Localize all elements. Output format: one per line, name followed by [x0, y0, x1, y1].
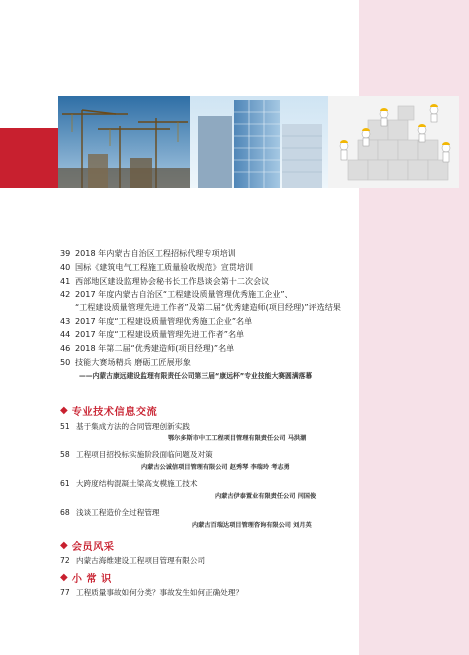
toc-title: 2017 年度“工程建设质量管理先进工作者”名单 [75, 329, 245, 340]
toc-title: 基于集成方法的合同管理创新实践 [76, 422, 190, 431]
toc-author: 内蒙古伊泰置业有限责任公司 闫国俊 [215, 493, 317, 500]
toc-news-list [60, 248, 360, 385]
toc-title: 西部地区建设监理协会秘书长工作恳谈会第十二次会议 [75, 275, 270, 286]
toc-subtitle: ——内蒙古康远建设监理有限责任公司第三届“康远杯”专业技能大赛圆满落幕 [79, 371, 313, 380]
toc-title: 技能大赛场精兵 磨砺工匠展形象 [75, 356, 191, 367]
toc-page-number: 50 [60, 356, 71, 367]
toc-page-number: 58 [60, 450, 70, 459]
section-tech-header [60, 403, 157, 418]
toc-item[interactable] [60, 357, 360, 368]
diamond-bullet-icon: ◆ [60, 405, 68, 416]
toc-title: 内蒙古海维建设工程项目管理有限公司 [76, 556, 206, 565]
toc-page-number: 46 [60, 343, 71, 354]
building-photo [190, 96, 328, 188]
toc-page-number: 42 [60, 289, 71, 300]
diamond-bullet-icon: ◆ [60, 572, 68, 583]
toc-item[interactable] [60, 329, 360, 340]
toc-item-continuation[interactable] [60, 302, 360, 313]
puzzle-figures-photo [328, 96, 459, 188]
toc-page-number: 41 [60, 275, 71, 286]
cranes-photo [58, 96, 190, 188]
toc-item[interactable] [60, 316, 360, 327]
toc-page-number: 77 [60, 588, 70, 597]
toc-title: 国标《建筑电气工程施工质量验收规范》宣贯培训 [75, 261, 254, 272]
diamond-bullet-icon: ◆ [60, 540, 68, 551]
toc-title: 2017 年度内蒙古自治区“工程建设质量管理优秀施工企业”、 [75, 289, 293, 300]
toc-page-number: 39 [60, 248, 71, 258]
toc-item[interactable] [60, 450, 213, 460]
toc-title: “工程建设质量管理先进工作者”及第二届“优秀建造师(项目经理)”评选结果 [75, 301, 341, 312]
toc-author: 鄂尔多斯市中工工程项目管理有限责任公司 马洪潮 [168, 435, 307, 442]
toc-title: 2018 年内蒙古自治区工程招标代理专项培训 [75, 248, 236, 258]
toc-item[interactable] [60, 588, 243, 598]
toc-title: 工程质量事故如何分类？事故发生如何正确处理？ [76, 588, 244, 597]
section-member-header [60, 538, 114, 553]
toc-title: 2018 年第二届“优秀建造师(项目经理)”名单 [75, 343, 235, 354]
toc-item[interactable] [60, 289, 360, 300]
toc-item[interactable] [60, 262, 360, 273]
toc-item[interactable] [60, 276, 360, 287]
toc-item[interactable] [60, 508, 160, 518]
section-title: 专业技术信息交流 [71, 407, 158, 418]
toc-page-number: 40 [60, 261, 71, 272]
toc-page-number: 68 [60, 508, 70, 517]
toc-item[interactable] [60, 479, 198, 489]
toc-item[interactable] [60, 556, 205, 566]
toc-item[interactable] [60, 422, 190, 432]
toc-item[interactable] [60, 343, 360, 354]
toc-title: 大跨度结构混凝土梁高支模施工技术 [76, 479, 198, 488]
decorative-red-block [0, 128, 58, 188]
toc-page-number: 72 [60, 556, 70, 565]
toc-item[interactable] [60, 248, 360, 259]
toc-author: 内蒙古公诚信项目管理有限公司 赵秀琴 李瑞玲 考志勇 [141, 464, 290, 471]
toc-page-number: 43 [60, 315, 71, 326]
toc-title: 2017 年度“工程建设质量管理优秀施工企业”名单 [75, 315, 253, 326]
toc-author: 内蒙古百瑞达项目管理咨询有限公司 刘月英 [192, 522, 312, 529]
section-title: 小 常 识 [71, 574, 112, 585]
section-tips-header [60, 570, 112, 585]
toc-page-number: 51 [60, 422, 70, 431]
toc-page-number: 61 [60, 479, 70, 488]
toc-title: 工程项目招投标实施阶段面临问题及对策 [76, 450, 213, 459]
toc-title: 浅谈工程造价全过程管理 [76, 508, 160, 517]
section-title: 会员风采 [71, 542, 115, 553]
toc-page-number: 44 [60, 329, 71, 340]
